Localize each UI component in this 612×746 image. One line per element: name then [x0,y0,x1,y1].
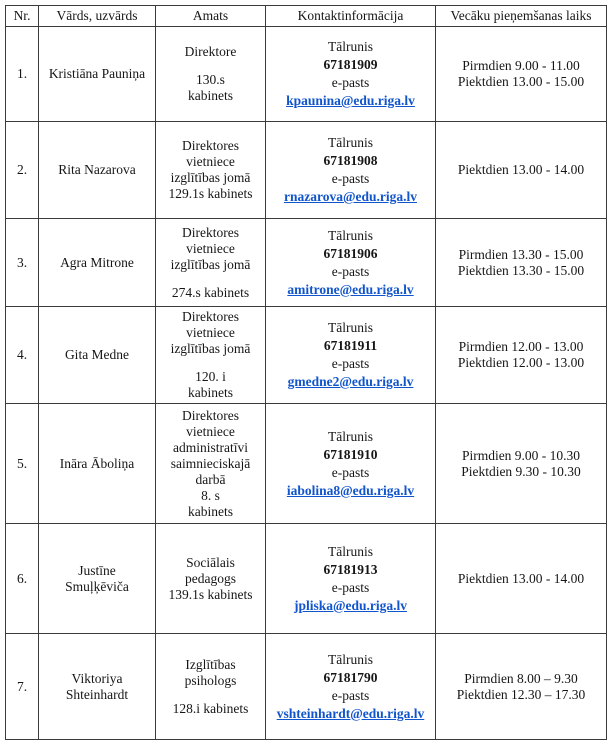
text-line: Pirmdien 9.00 - 10.30 [461,447,581,463]
position-text [159,408,262,520]
text-line: izglītības jomā [170,170,251,185]
position-text [159,309,262,401]
visiting-times [439,448,603,480]
contact-cell [266,634,436,740]
text-line: Pirmdien 13.30 - 15.00 [458,246,584,262]
person-name [42,66,152,82]
text-line: izglītības jomā [170,341,251,356]
text-line: Kristiāna Pauniņa [48,66,146,81]
visiting-times [439,247,603,279]
text-line [159,273,262,285]
text-line: vietniece [186,325,235,340]
name-cell [39,634,156,740]
table-header [6,6,607,27]
position-text [159,657,262,717]
row-number: 6. [16,570,28,586]
text-line: kabinets [188,385,233,400]
row-number: 5. [16,455,28,471]
email-label: e-pasts [331,75,370,90]
times-cell [436,307,607,404]
position-cell [156,634,266,740]
phone-number: 67181911 [323,338,378,353]
person-name [42,255,152,271]
table-row [6,524,607,634]
phone-label: Tālrunis [328,543,373,559]
table-row [6,122,607,219]
text-line: Direktores [182,224,239,240]
text-line: kabinets [188,88,233,103]
text-line [159,60,262,72]
table-row [6,634,607,740]
text-line: Pirmdien 12.00 - 13.00 [458,339,584,354]
text-line: administratīvi [173,439,248,455]
visiting-times [439,339,603,371]
text-line: Piektdien 9.30 - 10.30 [461,463,581,479]
times-cell [436,219,607,307]
email-label: e-pasts [331,464,370,480]
person-name [42,347,152,363]
text-line: Agra Mitrone [60,254,134,270]
text-line: Direktores [182,309,239,324]
email-label: e-pasts [331,356,370,371]
name-cell [39,27,156,122]
phone-number: 67181908 [323,153,378,168]
contact-cell [266,404,436,524]
text-line: Justīne [78,562,116,578]
text-line: Pirmdien 9.00 - 11.00 [462,58,580,73]
name-cell [39,404,156,524]
person-name [42,671,152,703]
name-cell [39,122,156,219]
phone-label: Tālrunis [328,135,373,150]
email-label: e-pasts [331,263,370,279]
name-cell [39,307,156,404]
position-text [159,44,262,104]
email-link[interactable]: iabolina8@edu.riga.lv [286,482,415,498]
position-cell [156,307,266,404]
name-cell [39,524,156,634]
phone-label: Tālrunis [328,39,373,54]
text-line: Direktores [182,138,239,153]
column-header-0: Nr. [6,6,39,27]
row-number-cell [6,404,39,524]
person-name [42,563,152,595]
text-line: Shteinhardt [65,686,129,702]
phone-label: Tālrunis [328,651,373,667]
text-line: Direktore [184,44,237,59]
text-line: 128.i kabinets [172,700,249,716]
phone-number: 67181906 [323,245,378,261]
person-name [42,456,152,472]
text-line: Smuļķēviča [65,578,129,594]
text-line: Izglītības [185,656,236,672]
email-label: e-pasts [331,687,370,703]
text-line: Sociālais [186,554,235,570]
row-number: 4. [16,347,28,362]
phone-label: Tālrunis [328,227,373,243]
header-row [6,6,607,27]
text-line: Piektdien 13.30 - 15.00 [457,262,585,278]
text-line: pedagogs [185,570,236,586]
position-text [159,555,262,603]
email-link[interactable]: amitrone@edu.riga.lv [287,281,414,297]
row-number: 1. [16,66,28,81]
position-cell [156,27,266,122]
times-cell [436,404,607,524]
person-name [42,162,152,178]
visiting-times [439,571,603,587]
times-cell [436,524,607,634]
table-body [6,27,607,740]
times-cell [436,122,607,219]
text-line: saimnieciskajā [170,455,251,471]
row-number: 3. [16,254,28,270]
text-line: Viktoriya [71,670,123,686]
column-header-2: Amats [156,6,266,27]
table-row [6,27,607,122]
text-line: Ināra Āboliņa [59,455,135,471]
row-number-cell [6,634,39,740]
phone-number: 67181909 [323,57,378,72]
email-link[interactable]: gmedne2@edu.riga.lv [287,374,414,389]
phone-label: Tālrunis [328,320,373,335]
text-line: Rita Nazarova [58,162,136,177]
position-text [159,138,262,202]
row-number-cell [6,122,39,219]
email-link[interactable]: rnazarova@edu.riga.lv [283,189,418,204]
text-line: Gita Medne [64,347,130,362]
contact-cell [266,27,436,122]
column-header-1: Vārds, uzvārds [39,6,156,27]
text-line: 139.1s kabinets [168,586,253,602]
column-header-3: Kontaktinformācija [266,6,436,27]
row-number-cell [6,307,39,404]
text-line: vietniece [186,154,235,169]
row-number-cell [6,524,39,634]
text-line: 129.1s kabinets [168,186,253,201]
times-cell [436,27,607,122]
contact-cell [266,122,436,219]
contact-cell [266,524,436,634]
row-number: 7. [16,678,28,694]
text-line: Pirmdien 8.00 – 9.30 [464,670,578,686]
text-line [159,689,262,701]
text-line: izglītības jomā [170,256,251,272]
position-cell [156,524,266,634]
position-cell [156,404,266,524]
text-line: Piektdien 13.00 - 14.00 [457,162,585,177]
phone-number: 67181913 [323,561,378,577]
times-cell [436,634,607,740]
phone-number: 67181910 [323,446,378,462]
text-line: Piektdien 12.30 – 17.30 [456,686,586,702]
email-link[interactable]: vshteinhardt@edu.riga.lv [276,705,425,721]
table-row [6,219,607,307]
text-line: 274.s kabinets [171,284,250,300]
text-line: psihologs [184,672,237,688]
email-link[interactable]: jpliska@edu.riga.lv [293,597,408,613]
text-line [159,357,262,369]
staff-contact-table [5,5,607,740]
text-line: vietniece [186,423,235,439]
visiting-times [439,162,603,178]
phone-label: Tālrunis [328,428,373,444]
text-line: Piektdien 12.00 - 13.00 [457,355,585,370]
column-header-4: Vecāku pieņemšanas laiks [436,6,607,27]
text-line: kabinets [188,503,233,519]
visiting-times [439,671,603,703]
name-cell [39,219,156,307]
text-line: Piektdien 13.00 - 14.00 [457,570,585,586]
phone-number: 67181790 [323,669,378,685]
email-label: e-pasts [331,579,370,595]
text-line: 8. s [201,487,220,503]
visiting-times [439,58,603,90]
row-number-cell [6,219,39,307]
text-line: vietniece [186,240,235,256]
email-link[interactable]: kpaunina@edu.riga.lv [286,93,415,108]
row-number-cell [6,27,39,122]
text-line: 120. i [195,369,226,384]
position-text [159,225,262,301]
text-line: darbā [195,471,226,487]
row-number: 2. [16,162,28,177]
text-line: Piektdien 13.00 - 15.00 [457,74,585,89]
table-row [6,404,607,524]
position-cell [156,122,266,219]
email-label: e-pasts [331,171,370,186]
position-cell [156,219,266,307]
contact-cell [266,219,436,307]
contact-cell [266,307,436,404]
text-line: 130.s [196,72,225,87]
table-row [6,307,607,404]
text-line: Direktores [182,407,239,423]
